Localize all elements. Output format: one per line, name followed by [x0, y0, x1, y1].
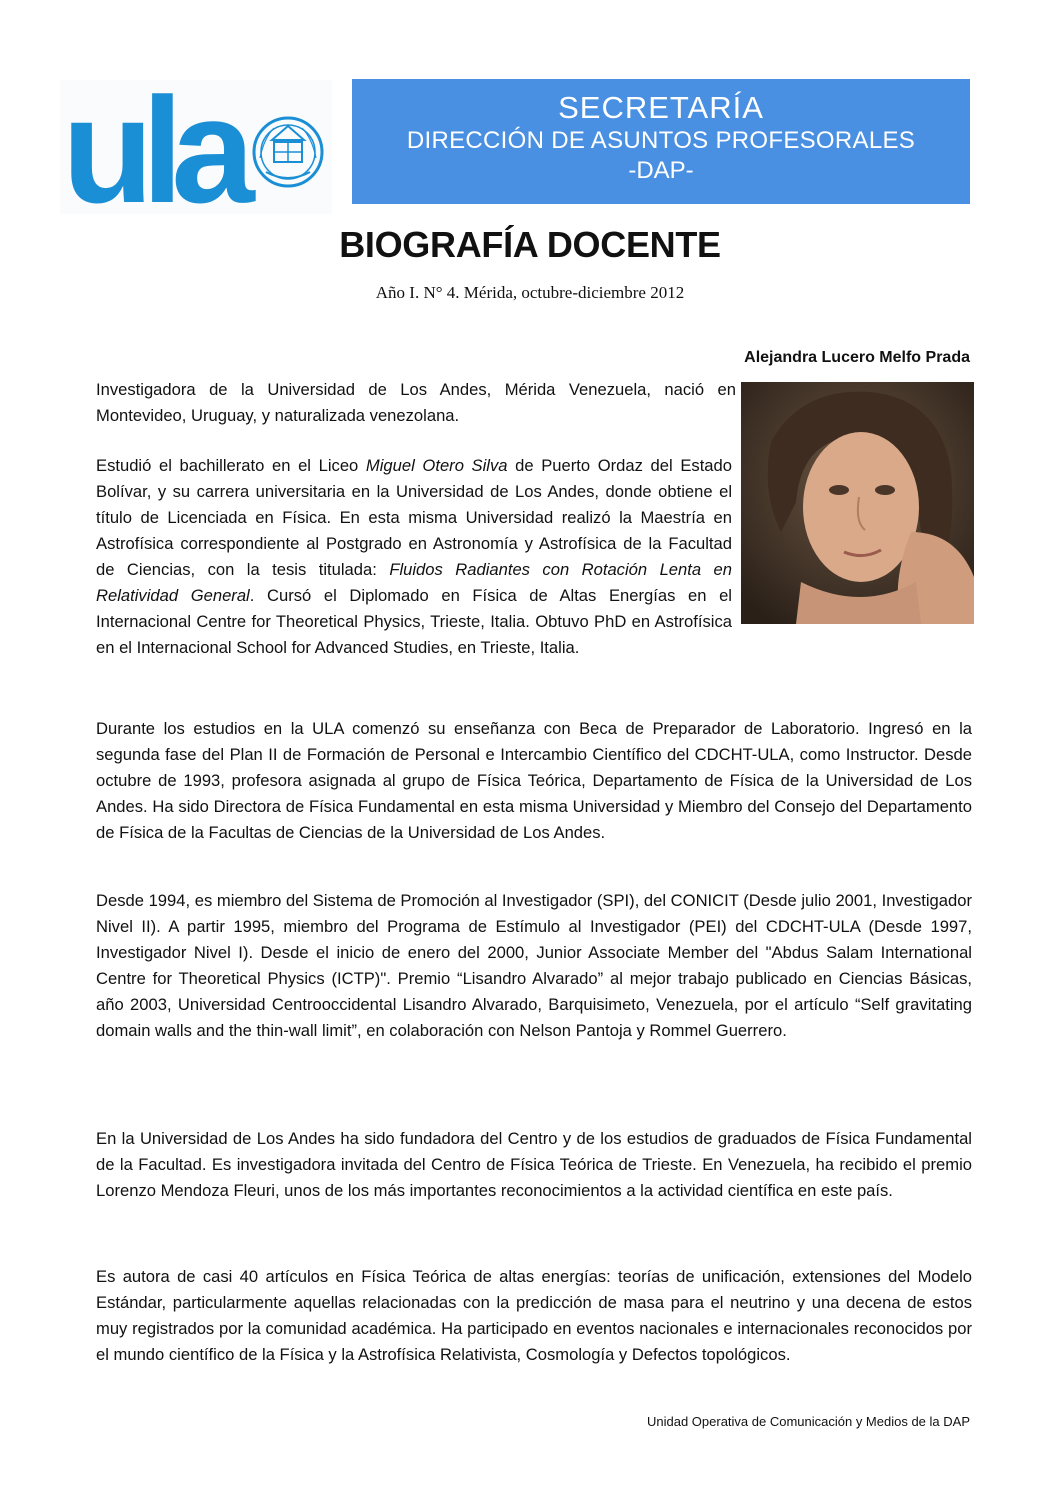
- bio-paragraph-2-part-c: . Cursó el Diplomado en Física de Altas Energías en el Internacional Centre for Theoretical Physics, Trieste, Italia. Obtuvo PhD en Astrofísica en el Internacional School for Advanced Studies, en Trieste, Italia.: [96, 586, 732, 657]
- footer-credit: Unidad Operativa de Comunicación y Medios de la DAP: [646, 1414, 970, 1429]
- bio-paragraph-3: Durante los estudios en la ULA comenzó su enseñanza con Beca de Preparador de Laboratorio. Ingresó en la segunda fase del Plan II de Formación de Personal e Intercambio Científico del CDCHT-ULA, como Instructor. Desde octubre de 1993, profesora asignada al grupo de Física Teórica, Departamento de Física de la Universidad de Los Andes. Ha sido Directora de Física Fundamental en esta misma Universidad y Miembro del Consejo del Departamento de Física de la Facultas de Ciencias de la Universidad de Los Andes.: [96, 719, 972, 842]
- bio-paragraph-5: En la Universidad de Los Andes ha sido fundadora del Centro y de los estudios de graduados de Física Fundamental de la Facultad. Es investigadora invitada del Centro de Física Teórica de Trieste. En Venezuela, ha recibido el premio Lorenzo Mendoza Fleuri, unos de los más importantes reconocimientos a la actividad científica en este país.: [96, 1129, 972, 1200]
- bio-paragraph-6: Es autora de casi 40 artículos en Física Teórica de altas energías: teorías de unificación, extensiones del Modelo Estándar, particularmente aquellas relacionadas con la predicción de masa para el neutrino y una decena de estos muy registrados por la comunidad académica. Ha participado en eventos nacionales e internacionales reconocidos por el mundo científico de la Física y la Astrofísica Relativista, Cosmología y Defectos topológicos.: [96, 1267, 972, 1364]
- issue-info: Año I. N° 4. Mérida, octubre-diciembre 2012: [375, 283, 685, 302]
- bio-paragraph-1: Investigadora de la Universidad de Los Andes, Mérida Venezuela, nació en Montevideo, Uruguay, y naturalizada venezolana.: [96, 380, 736, 425]
- bio-paragraph-2-part-a: Estudió el bachillerato en el Liceo: [96, 456, 366, 475]
- department-banner: [352, 79, 970, 204]
- banner-line-2: DIRECCIÓN DE ASUNTOS PROFESORALES: [406, 127, 916, 154]
- banner-line-3: -DAP-: [628, 157, 694, 184]
- banner-line-1: SECRETARÍA: [558, 90, 764, 125]
- logo-text: ula: [62, 80, 243, 214]
- thesis-title: Fluidos Radiantes con Rotación Lenta en Relatividad General: [96, 560, 732, 605]
- bio-paragraph-4: Desde 1994, es miembro del Sistema de Promoción al Investigador (SPI), del CONICIT (Desde julio 2001, Investigador Nivel II). A partir 1995, miembro del Programa de Estímulo al Investigador (PEI) del CDCHT-ULA (Desde 1997, Investigador Nivel I). Desde el inicio de enero del 2000, Junior Associate Member del "Abdus Salam International Centre for Theoretical Physics (ICTP)". Premio “Lisandro Alvarado” al mejor trabajo publicado en Ciencias Básicas, año 2003, Universidad Centrooccidental Lisandro Alvarado, Barquisimeto, Venezuela, por el artículo “Self gravitating domain walls and the thin-wall limit”, en colaboración con Nelson Pantoja y Rommel Guerrero.: [96, 891, 972, 1040]
- ula-logo: [60, 80, 332, 214]
- author-name: Alejandra Lucero Melfo Prada: [744, 349, 970, 366]
- school-name: Miguel Otero Silva: [365, 456, 508, 475]
- bio-paragraph-2: [96, 453, 972, 661]
- bio-paragraph-2-part-b: de Puerto Ordaz del Estado Bolívar, y su carrera universitaria en la Universidad de Los Andes, donde obtiene el título de Licenciada en Física. En esta misma Universidad realizó la Maestría en Astrofísica correspondiente al Postgrado en Astronomía y Astrofísica de la Facultad de Ciencias, con la tesis titulada:: [96, 456, 732, 579]
- document-title: BIOGRAFÍA DOCENTE: [339, 224, 721, 265]
